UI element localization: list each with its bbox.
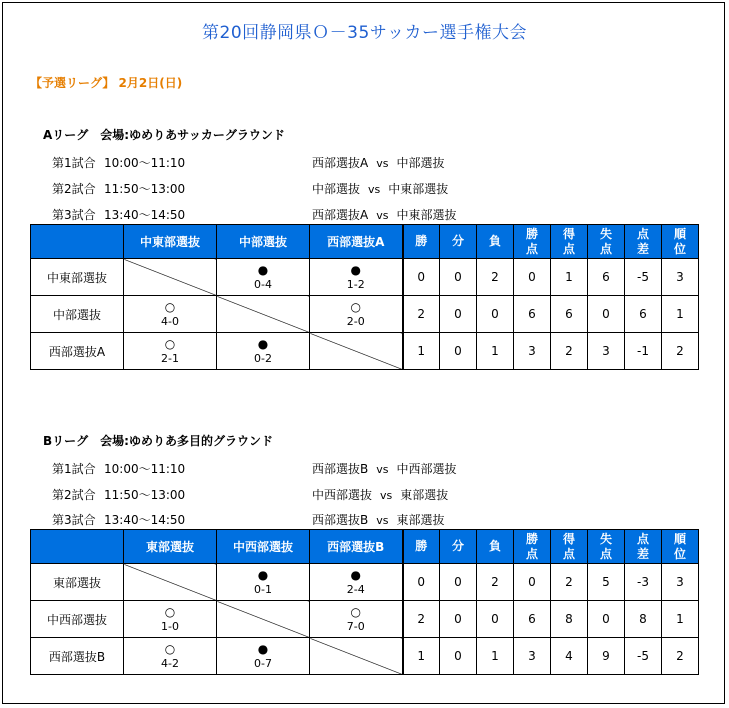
table-row xyxy=(31,564,699,601)
result-cell xyxy=(217,259,310,296)
stat-points: 3 xyxy=(514,333,551,370)
loss-mark: ● xyxy=(257,642,269,656)
away-team: 中東部選抜 xyxy=(388,182,449,196)
match-score: 0-7 xyxy=(254,657,272,670)
match-score: 4-2 xyxy=(161,657,179,670)
stat-goals-against: 0 xyxy=(588,601,625,638)
match-score: 1-0 xyxy=(161,620,179,633)
league-a-match-3-teams xyxy=(312,206,456,223)
loss-mark: ● xyxy=(350,568,361,582)
stat-goal-diff: -5 xyxy=(625,638,662,675)
team-name: 東部選抜 xyxy=(31,564,124,601)
stat-points: 3 xyxy=(514,638,551,675)
away-team: 中西部選抜 xyxy=(396,462,457,476)
match-score: 7-0 xyxy=(346,620,365,633)
win-mark: ○ xyxy=(164,605,176,619)
stat-header-losses: 負 xyxy=(477,530,514,564)
stat-rank: 3 xyxy=(662,259,699,296)
league-a-heading: Aリーグ 会場:ゆめりあサッカーグラウンド xyxy=(43,128,285,142)
team-name: 西部選抜A xyxy=(31,333,124,370)
stat-header-goals-against: 失 点 xyxy=(588,225,625,259)
stat-goals-for: 4 xyxy=(551,638,588,675)
column-team: 西部選抜A xyxy=(310,225,403,259)
league-a-match-2-no: 第2試合 xyxy=(52,182,96,196)
table-row xyxy=(31,259,699,296)
stat-header-goals-against: 失 点 xyxy=(588,530,625,564)
stat-header-draws: 分 xyxy=(440,530,477,564)
league-b-heading: Bリーグ 会場:ゆめりあ多目的グラウンド xyxy=(43,434,273,448)
stat-rank: 1 xyxy=(662,601,699,638)
stat-wins: 0 xyxy=(403,259,440,296)
stat-wins: 0 xyxy=(403,564,440,601)
stat-header-wins: 勝 xyxy=(403,225,440,259)
loss-mark: ● xyxy=(257,568,269,582)
league-a-match-1-time: 10:00～11:10 xyxy=(104,156,186,170)
stat-draws: 0 xyxy=(440,333,477,370)
home-team: 西部選抜B xyxy=(312,513,369,527)
stat-goals-against: 6 xyxy=(588,259,625,296)
match-score: 2-1 xyxy=(161,352,179,365)
league-a-table xyxy=(30,224,699,370)
vs-label: vs xyxy=(376,514,389,527)
stat-rank: 1 xyxy=(662,296,699,333)
result-cell xyxy=(310,564,403,601)
league-a-match-3-no: 第3試合 xyxy=(52,208,96,222)
stat-goals-for: 6 xyxy=(551,296,588,333)
stat-losses: 0 xyxy=(477,601,514,638)
stat-losses: 1 xyxy=(477,638,514,675)
stat-wins: 2 xyxy=(403,296,440,333)
league-b-match-3-no: 第3試合 xyxy=(52,513,96,527)
vs-label: vs xyxy=(376,463,389,476)
stat-goals-against: 3 xyxy=(588,333,625,370)
stat-points: 0 xyxy=(514,259,551,296)
stat-goals-for: 1 xyxy=(551,259,588,296)
league-a-match-2-time: 11:50～13:00 xyxy=(104,182,186,196)
stat-header-goals-for: 得 点 xyxy=(551,225,588,259)
result-cell xyxy=(310,296,403,333)
column-team: 中東部選抜 xyxy=(124,225,217,259)
result-cell xyxy=(124,296,217,333)
column-team: 中部選抜 xyxy=(217,225,310,259)
result-cell xyxy=(310,259,403,296)
self-match-cell xyxy=(124,564,217,601)
vs-label: vs xyxy=(376,209,389,222)
match-score: 2-4 xyxy=(346,583,365,596)
league-b-match-1-teams xyxy=(312,460,457,477)
column-team: 西部選抜B xyxy=(310,530,403,564)
team-name: 中東部選抜 xyxy=(31,259,124,296)
stat-goals-for: 2 xyxy=(551,564,588,601)
away-team: 東部選抜 xyxy=(396,513,445,527)
loss-mark: ● xyxy=(257,263,269,277)
stat-points: 6 xyxy=(514,601,551,638)
self-match-cell xyxy=(217,296,310,333)
corner-cell xyxy=(31,530,124,564)
result-cell xyxy=(217,564,310,601)
stat-rank: 2 xyxy=(662,638,699,675)
self-match-cell xyxy=(310,638,403,675)
league-b-match-3-teams xyxy=(312,511,445,528)
vs-label: vs xyxy=(380,489,393,502)
home-team: 西部選抜B xyxy=(312,462,369,476)
stat-header-points: 勝 点 xyxy=(514,225,551,259)
stat-rank: 2 xyxy=(662,333,699,370)
page-title: 第20回静岡県Ｏ－35サッカー選手権大会 xyxy=(202,23,527,43)
result-cell xyxy=(217,333,310,370)
stat-goal-diff: -5 xyxy=(625,259,662,296)
vs-label: vs xyxy=(368,183,381,196)
match-score: 0-2 xyxy=(254,352,272,365)
vs-label: vs xyxy=(376,157,389,170)
stat-draws: 0 xyxy=(440,638,477,675)
home-team: 中部選抜 xyxy=(312,182,361,196)
self-match-cell xyxy=(310,333,403,370)
stat-losses: 1 xyxy=(477,333,514,370)
table-row xyxy=(31,638,699,675)
stat-goals-for: 2 xyxy=(551,333,588,370)
table-row xyxy=(31,296,699,333)
stat-points: 6 xyxy=(514,296,551,333)
win-mark: ○ xyxy=(164,337,176,351)
stat-goals-for: 8 xyxy=(551,601,588,638)
win-mark: ○ xyxy=(164,300,176,314)
table-row xyxy=(31,333,699,370)
stat-header-points: 勝 点 xyxy=(514,530,551,564)
stat-losses: 2 xyxy=(477,259,514,296)
stat-header-goal-diff: 点 差 xyxy=(625,225,662,259)
round-label: 【予選リーグ】 2月2日(日) xyxy=(30,76,183,90)
league-b-match-2-time: 11:50～13:00 xyxy=(104,488,186,502)
match-score: 2-0 xyxy=(346,315,365,328)
away-team: 中東部選抜 xyxy=(396,208,457,222)
league-a-match-2-teams xyxy=(312,180,448,197)
result-cell xyxy=(124,333,217,370)
stat-draws: 0 xyxy=(440,564,477,601)
stat-header-goals-for: 得 点 xyxy=(551,530,588,564)
stat-header-rank: 順 位 xyxy=(662,225,699,259)
team-name: 中西部選抜 xyxy=(31,601,124,638)
stat-wins: 1 xyxy=(403,333,440,370)
stat-goals-against: 0 xyxy=(588,296,625,333)
league-b-match-2-no: 第2試合 xyxy=(52,488,96,502)
corner-cell xyxy=(31,225,124,259)
self-match-cell xyxy=(124,259,217,296)
stat-points: 0 xyxy=(514,564,551,601)
stat-goal-diff: 8 xyxy=(625,601,662,638)
stat-losses: 2 xyxy=(477,564,514,601)
league-a-match-1-teams xyxy=(312,154,444,171)
result-cell xyxy=(310,601,403,638)
result-cell xyxy=(124,638,217,675)
match-score: 4-0 xyxy=(161,315,179,328)
stat-header-losses: 負 xyxy=(477,225,514,259)
win-mark: ○ xyxy=(350,605,361,619)
win-mark: ○ xyxy=(350,300,361,314)
league-b-match-1-no: 第1試合 xyxy=(52,462,96,476)
stat-wins: 2 xyxy=(403,601,440,638)
league-b-table xyxy=(30,529,699,675)
league-b-match-2-teams xyxy=(312,486,448,503)
stat-draws: 0 xyxy=(440,601,477,638)
match-score: 0-1 xyxy=(254,583,272,596)
stat-wins: 1 xyxy=(403,638,440,675)
stat-header-rank: 順 位 xyxy=(662,530,699,564)
column-team: 東部選抜 xyxy=(124,530,217,564)
league-a-match-3-time: 13:40～14:50 xyxy=(104,208,186,222)
stat-header-draws: 分 xyxy=(440,225,477,259)
home-team: 中西部選抜 xyxy=(312,488,373,502)
home-team: 西部選抜A xyxy=(312,208,369,222)
stat-rank: 3 xyxy=(662,564,699,601)
column-team: 中西部選抜 xyxy=(217,530,310,564)
home-team: 西部選抜A xyxy=(312,156,369,170)
match-score: 1-2 xyxy=(346,278,365,291)
result-cell xyxy=(124,601,217,638)
stat-goals-against: 5 xyxy=(588,564,625,601)
win-mark: ○ xyxy=(164,642,176,656)
table-row xyxy=(31,601,699,638)
league-a-match-1-no: 第1試合 xyxy=(52,156,96,170)
stat-header-wins: 勝 xyxy=(403,530,440,564)
team-name: 西部選抜B xyxy=(31,638,124,675)
stat-losses: 0 xyxy=(477,296,514,333)
stat-goals-against: 9 xyxy=(588,638,625,675)
table-header-row xyxy=(31,225,699,259)
stat-goal-diff: 6 xyxy=(625,296,662,333)
stat-goal-diff: -1 xyxy=(625,333,662,370)
stat-header-goal-diff: 点 差 xyxy=(625,530,662,564)
self-match-cell xyxy=(217,601,310,638)
table-header-row xyxy=(31,530,699,564)
away-team: 中部選抜 xyxy=(396,156,445,170)
team-name: 中部選抜 xyxy=(31,296,124,333)
loss-mark: ● xyxy=(350,263,361,277)
match-score: 0-4 xyxy=(254,278,272,291)
league-b-match-1-time: 10:00～11:10 xyxy=(104,462,186,476)
league-b-match-3-time: 13:40～14:50 xyxy=(104,513,186,527)
stat-draws: 0 xyxy=(440,296,477,333)
away-team: 東部選抜 xyxy=(400,488,449,502)
loss-mark: ● xyxy=(257,337,269,351)
result-cell xyxy=(217,638,310,675)
stat-goal-diff: -3 xyxy=(625,564,662,601)
stat-draws: 0 xyxy=(440,259,477,296)
